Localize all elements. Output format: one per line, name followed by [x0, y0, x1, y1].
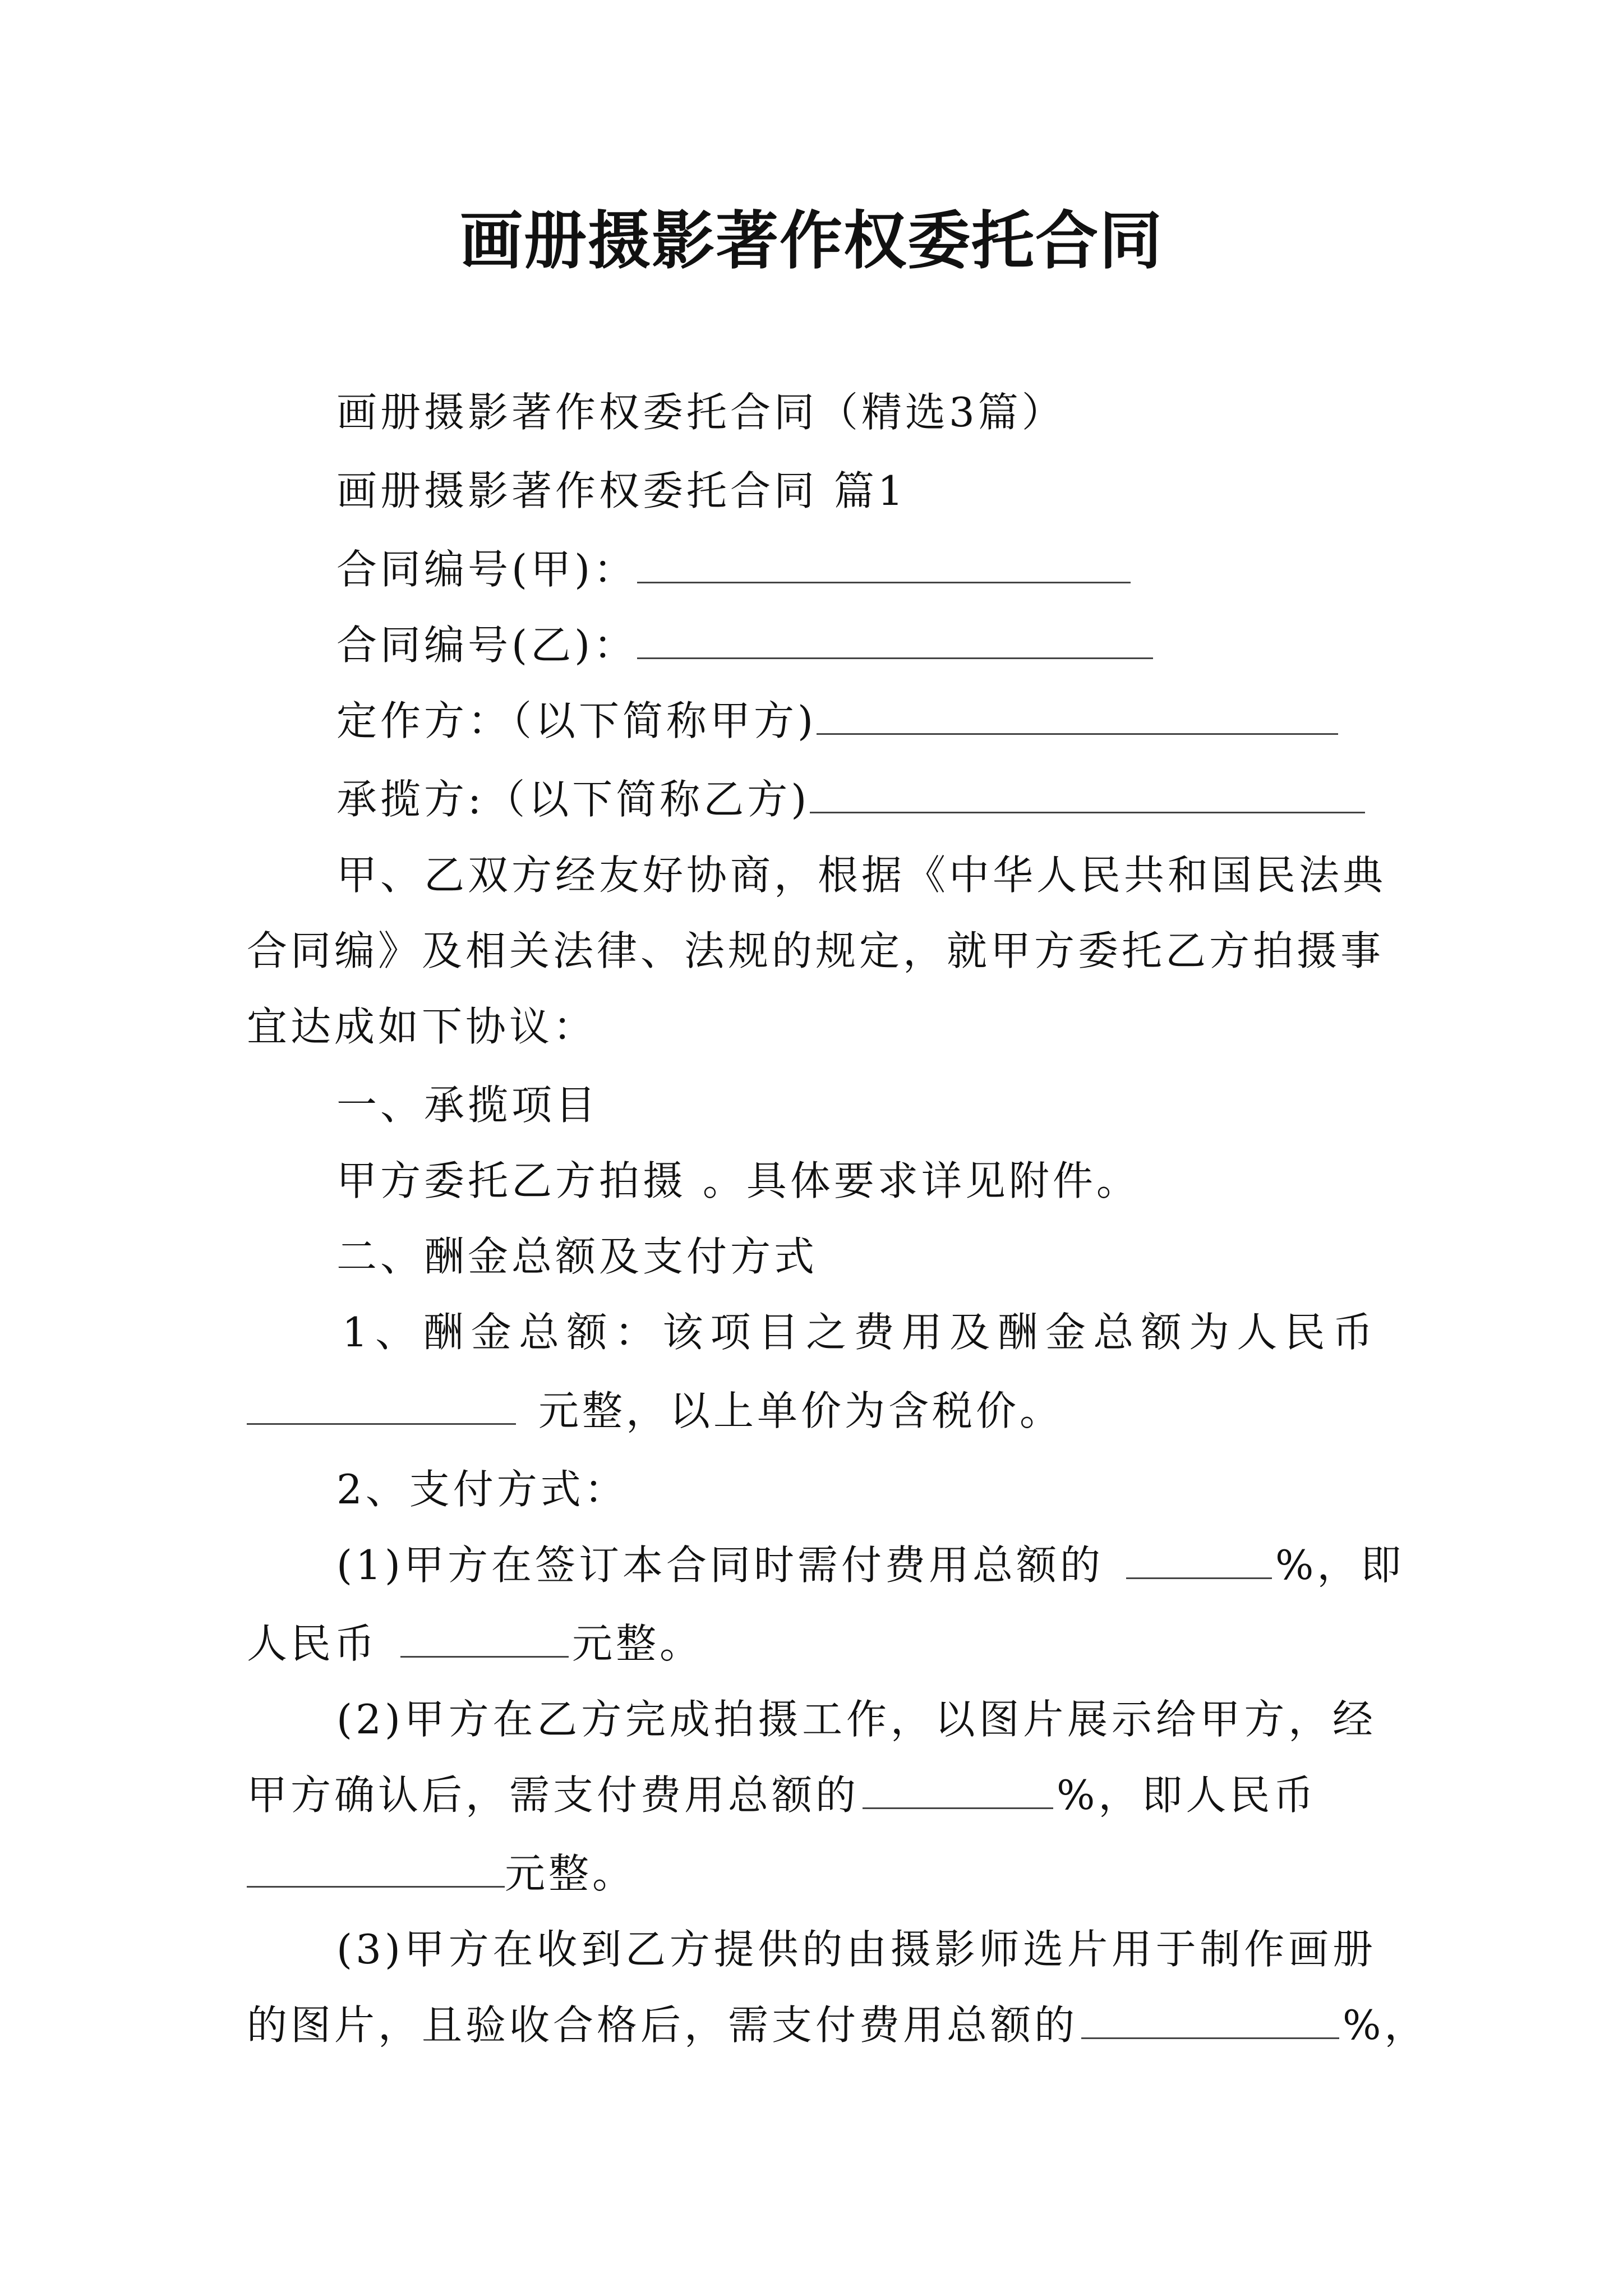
section2-heading: 二、酬金总额及支付方式 — [336, 1233, 818, 1280]
payment-2-rmb-blank — [247, 1852, 505, 1888]
total-fee-line-2 — [247, 1386, 1376, 1436]
payment-1-suffix: %，即 — [1275, 1542, 1405, 1589]
section1-text: 甲方委托乙方拍摄 。具体要求详见附件。 — [336, 1157, 1140, 1204]
payment-2-line-3 — [247, 1848, 1376, 1899]
contract-number-a-line — [336, 544, 1376, 595]
payment-1-rmb-blank — [400, 1622, 569, 1658]
client-line — [336, 696, 1376, 746]
payment-2-line-1: (2)甲方在乙方完成拍摄工作，以图片展示给甲方，经 — [336, 1696, 1376, 1743]
intro-line-2: 合同编》及相关法律、法规的规定，就甲方委托乙方拍摄事 — [247, 927, 1385, 974]
payment-1-rmb-suffix: 元整。 — [572, 1620, 704, 1667]
payment-3-suffix: %， — [1343, 2001, 1428, 2049]
intro-line-1: 甲、乙双方经友好协商，根据《中华人民共和国民法典 — [336, 852, 1387, 899]
contractor-blank — [810, 778, 1365, 813]
contractor-label: 承揽方:（以下简称乙方) — [336, 776, 810, 823]
section1-heading: 一、承揽项目 — [336, 1082, 600, 1129]
payment-3-percent-blank — [1081, 2004, 1339, 2039]
intro-line-3: 宜达成如下协议： — [247, 1003, 597, 1050]
payment-3-text: 的图片，且验收合格后，需支付费用总额的 — [247, 2001, 1078, 2049]
part-heading: 画册摄影著作权委托合同 篇1 — [336, 467, 907, 514]
contract-number-b-label: 合同编号(乙)： — [336, 622, 638, 669]
document-title: 画册摄影著作权委托合同 — [460, 204, 1163, 278]
payment-1-line-2 — [247, 1618, 1376, 1669]
payment-3-line-1: (3)甲方在收到乙方提供的由摄影师选片用于制作画册 — [336, 1926, 1376, 1973]
total-fee-suffix: 元整，以上单价为含税价。 — [538, 1387, 1064, 1434]
client-blank — [817, 700, 1338, 735]
payment-1-line-1 — [336, 1540, 1405, 1590]
payment-2-rmb-suffix: 元整。 — [505, 1850, 637, 1897]
payment-1-percent-blank — [1126, 1544, 1272, 1579]
client-label: 定作方：（以下简称甲方) — [336, 697, 817, 744]
payment-2-suffix: %，即人民币 — [1057, 1772, 1317, 1819]
contract-number-a-label: 合同编号(甲)： — [336, 546, 638, 593]
payment-1-rmb-label: 人民币 — [247, 1620, 379, 1667]
payment-2-line-2 — [247, 1770, 1376, 1820]
payment-2-text: 甲方确认后，需支付费用总额的 — [247, 1772, 860, 1819]
total-fee-blank — [247, 1389, 516, 1425]
payment-2-percent-blank — [863, 1774, 1053, 1809]
total-fee-line-1: 1、酬金总额：该项目之费用及酬金总额为人民币 — [342, 1309, 1376, 1356]
payment-1-text: (1)甲方在签订本合同时需付费用总额的 — [336, 1542, 1104, 1589]
document-subtitle: 画册摄影著作权委托合同（精选3篇） — [336, 389, 1066, 436]
payment-method-heading: 2、支付方式： — [336, 1466, 628, 1513]
contract-number-b-blank — [637, 624, 1153, 659]
contractor-line — [336, 774, 1376, 825]
contract-number-b-line — [336, 620, 1376, 670]
payment-3-line-2 — [247, 2000, 1428, 2050]
contract-number-a-blank — [637, 548, 1131, 583]
